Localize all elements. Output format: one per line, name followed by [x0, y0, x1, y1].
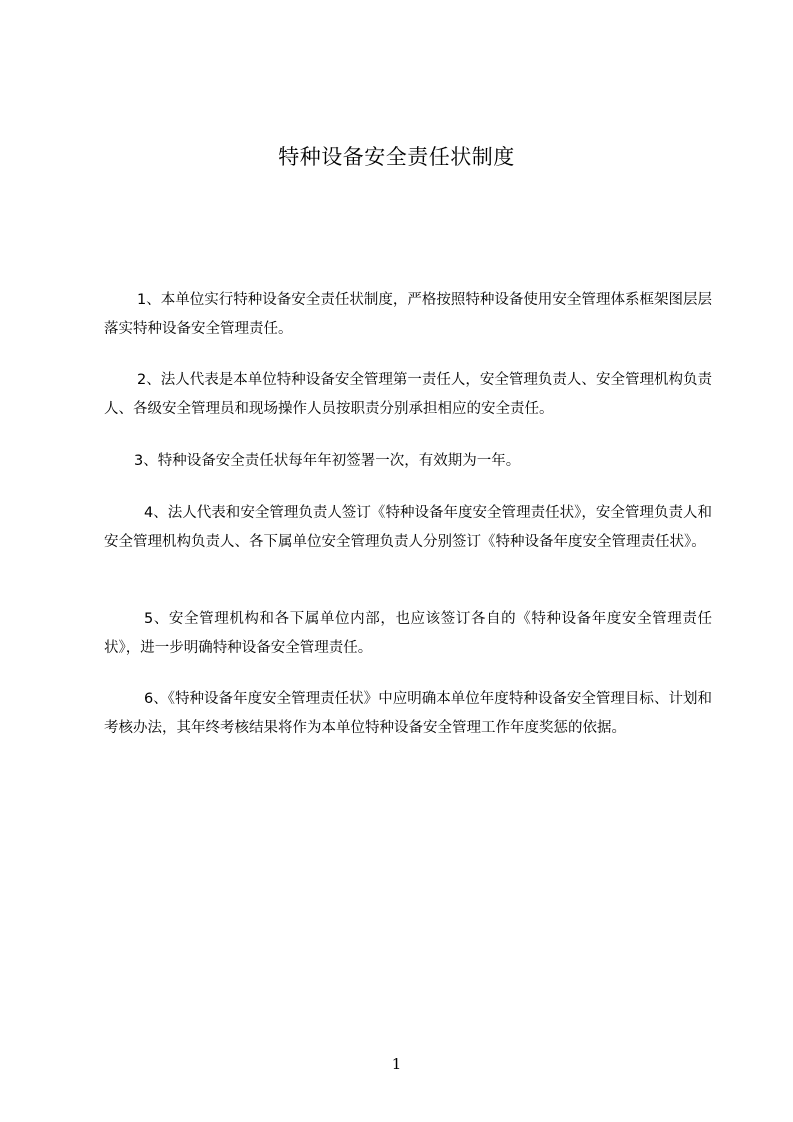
page-number: 1 [391, 1055, 402, 1073]
document-title: 特种设备安全责任状制度 [278, 145, 515, 169]
paragraph-3: 3、特种设备安全责任状每年年初签署一次，有效期为一年。 [134, 453, 521, 469]
paragraph-5: 5、安全管理机构和各下属单位内部，也应该签订各自的《特种设备年度安全管理责任状》，进一步明确特种设备安全管理责任。 [104, 611, 712, 656]
paragraph-6: 6、《特种设备年度安全管理责任状》中应明确本单位年度特种设备安全管理目标、计划和考核办法，其年终考核结果将作为本单位特种设备安全管理工作年度奖惩的依据。 [104, 691, 712, 736]
paragraph-2: 2、法人代表是本单位特种设备安全管理第一责任人，安全管理负责人、安全管理机构负责人、各级安全管理员和现场操作人员按职责分别承担相应的安全责任。 [104, 372, 712, 417]
paragraph-1: 1、本单位实行特种设备安全责任状制度，严格按照特种设备使用安全管理体系框架图层层落实特种设备安全管理责任。 [104, 292, 712, 337]
paragraph-4: 4、法人代表和安全管理负责人签订《特种设备年度安全管理责任状》，安全管理负责人和安全管理机构负责人、各下属单位安全管理负责人分别签订《特种设备年度安全管理责任状》。 [104, 505, 712, 550]
